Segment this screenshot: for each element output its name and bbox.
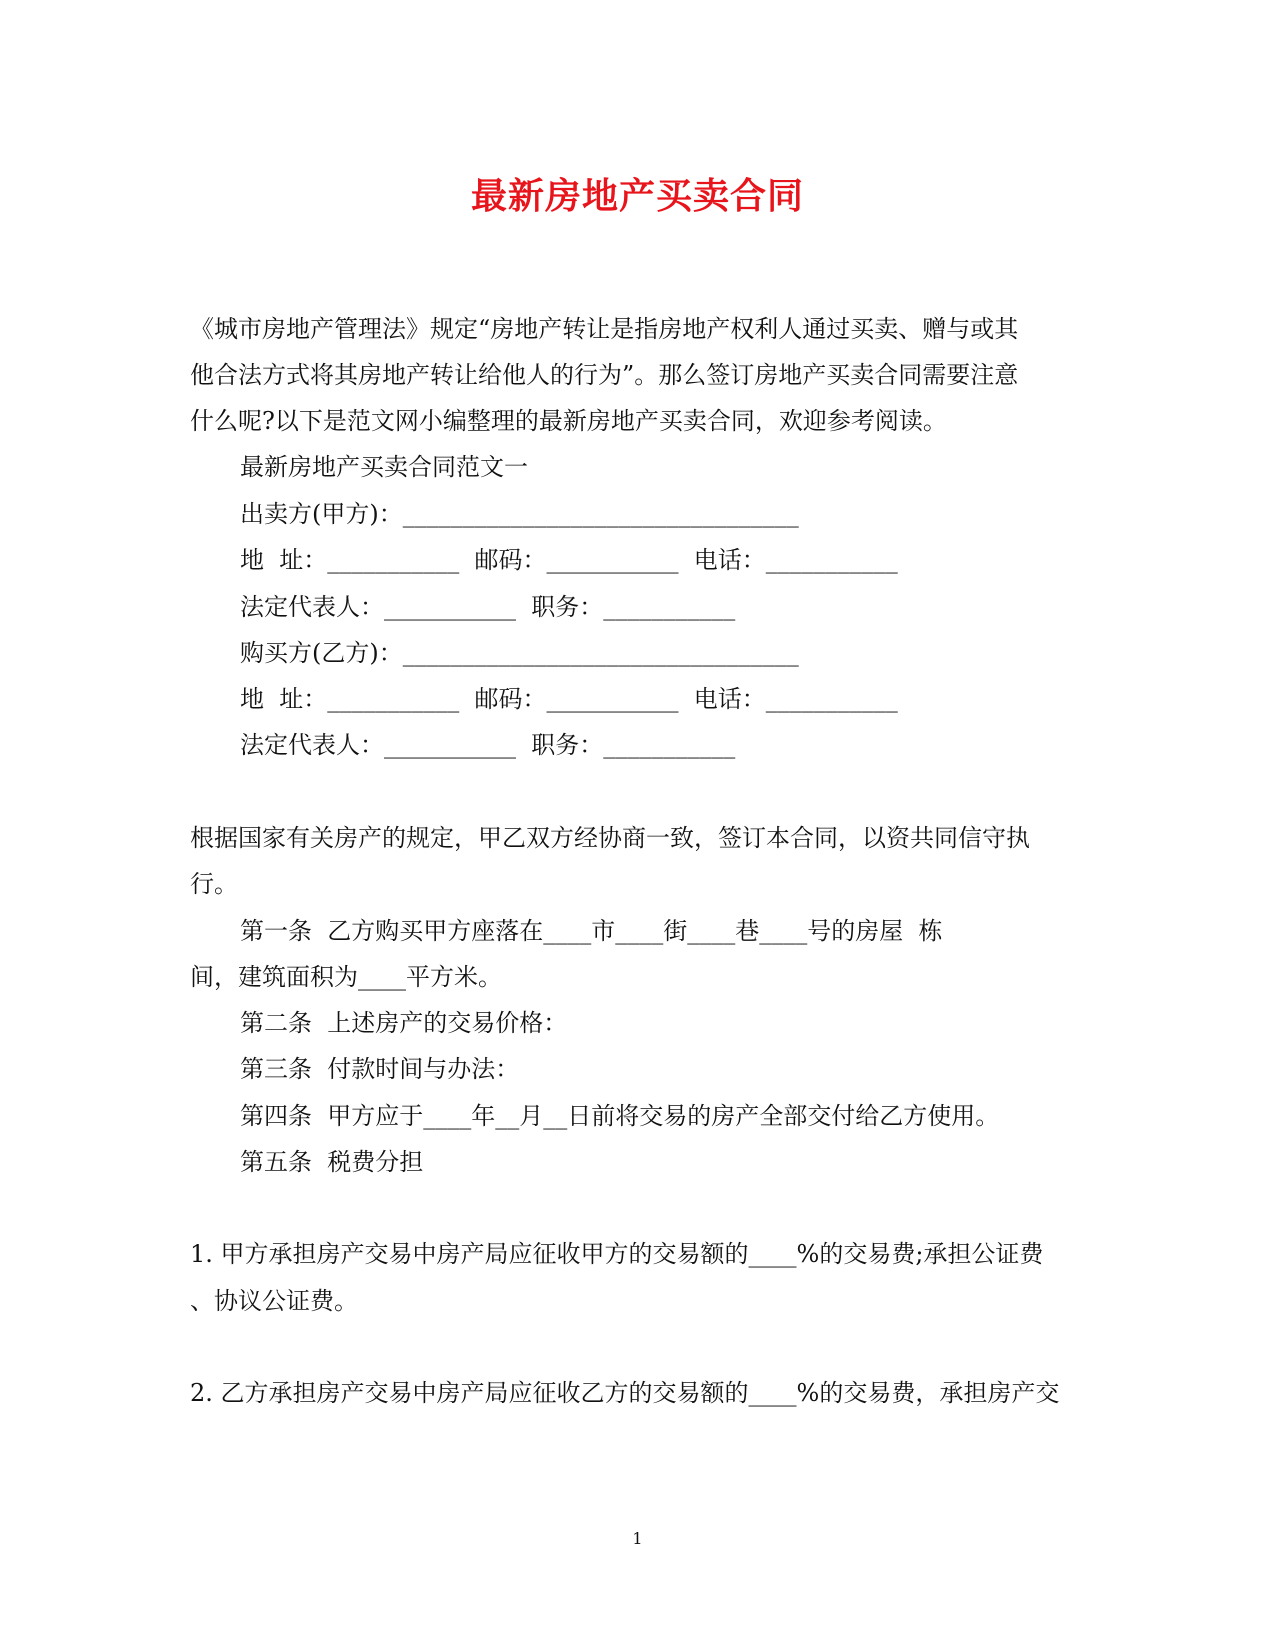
intro-line-1: 《城市房地产管理法》规定“房地产转让是指房地产权利人通过买卖、赠与或其 <box>190 315 1019 343</box>
basis-line-1: 根据国家有关房产的规定，甲乙双方经协商一致，签订本合同，以资共同信守执 <box>190 824 1030 852</box>
intro-line-3: 什么呢?以下是范文网小编整理的最新房地产买卖合同，欢迎参考阅读。 <box>190 407 947 435</box>
article-1-line-2: 间，建筑面积为____平方米。 <box>190 963 502 991</box>
section-heading: 最新房地产买卖合同范文一 <box>240 453 528 481</box>
article-4: 第四条 甲方应于____年__月__日前将交易的房产全部交付给乙方使用。 <box>240 1102 1000 1130</box>
page-number: 1 <box>632 1529 643 1548</box>
seller-representative-field: 法定代表人：___________ 职务：___________ <box>240 593 736 621</box>
basis-line-2: 行。 <box>190 870 238 898</box>
article-5: 第五条 税费分担 <box>240 1148 424 1176</box>
seller-address-field: 地 址：___________ 邮码：___________ 电话：___________ <box>240 546 898 574</box>
buyer-field: 购买方(乙方)：_________________________________ <box>240 639 799 667</box>
article-1-line-1: 第一条 乙方购买甲方座落在____市____街____巷____号的房屋 栋 <box>240 917 943 945</box>
seller-field: 出卖方(甲方)：_________________________________ <box>240 500 799 528</box>
buyer-address-field: 地 址：___________ 邮码：___________ 电话：___________ <box>240 685 898 713</box>
article-2: 第二条 上述房产的交易价格： <box>240 1009 568 1037</box>
document-title: 最新房地产买卖合同 <box>470 175 804 217</box>
intro-line-2: 他合法方式将其房地产转让给他人的行为”。那么签订房地产买卖合同需要注意 <box>190 361 1019 389</box>
item-1-line-2: 、协议公证费。 <box>190 1287 358 1315</box>
item-2-line-1: 2. 乙方承担房产交易中房产局应征收乙方的交易额的____%的交易费，承担房产交 <box>190 1379 1060 1407</box>
buyer-representative-field: 法定代表人：___________ 职务：___________ <box>240 731 736 759</box>
item-1-line-1: 1. 甲方承担房产交易中房产局应征收甲方的交易额的____%的交易费;承担公证费 <box>190 1240 1044 1268</box>
article-3: 第三条 付款时间与办法： <box>240 1055 520 1083</box>
